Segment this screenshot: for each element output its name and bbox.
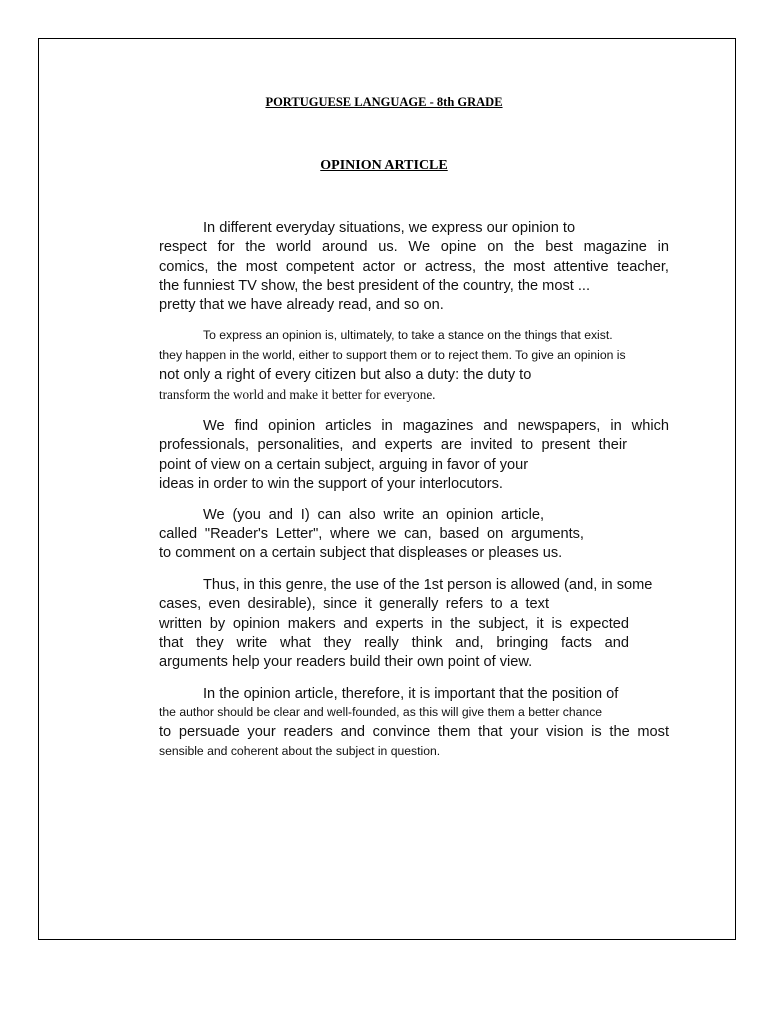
paragraph-4-line-1: We (you and I) can also write an opinion article, [203,507,544,523]
paragraph-1-line-3: comics, the most competent actor or actress, the most attentive teacher, [159,259,669,275]
paragraph-2-line-2: they happen in the world, either to support them or to reject them. To give an opinion is [159,348,626,362]
paragraph-1-line-1: In different everyday situations, we express our opinion to [203,220,576,236]
paragraph-1-line-2: respect for the world around us. We opine on the best magazine in [159,239,669,255]
paragraph-3-line-1: We find opinion articles in magazines and newspapers, in which [203,418,669,434]
paragraph-6-line-3: to persuade your readers and convince them that your vision is the most [159,724,669,740]
paragraph-1-line-5: pretty that we have already read, and so on. [159,297,444,313]
paragraph-3-line-4: ideas in order to win the support of your interlocutors. [159,476,503,492]
paragraph-4-line-2: called "Reader's Letter", where we can, based on arguments, [159,526,584,542]
paragraph-3-line-3: point of view on a certain subject, arguing in favor of your [159,457,529,473]
paragraph-2-line-1: To express an opinion is, ultimately, to take a stance on the things that exist. [203,328,613,342]
paragraph-1-line-4: the funniest TV show, the best president of the country, the most ... [159,278,591,294]
paragraph-5-line-3: written by opinion makers and experts in the subject, it is expected [159,616,629,632]
paragraph-2-line-4: transform the world and make it better for everyone. [159,387,436,402]
paragraph-6-line-1: In the opinion article, therefore, it is important that the position of [203,686,619,702]
paragraph-6-line-4: sensible and coherent about the subject in question. [159,744,441,758]
paragraph-4-line-3: to comment on a certain subject that displeases or pleases us. [159,545,563,561]
paragraph-6-line-2: the author should be clear and well-founded, as this will give them a better chance [159,705,603,719]
paragraph-5-line-2: cases, even desirable), since it generally refers to a text [159,596,549,612]
document-title: OPINION ARTICLE [320,158,448,173]
paragraph-5-line-4: that they write what they really think and, bringing facts and [159,635,629,651]
paragraph-2-line-3: not only a right of every citizen but also a duty: the duty to [159,367,532,383]
paragraph-5-line-1: Thus, in this genre, the use of the 1st person is allowed (and, in some [203,577,653,593]
paragraph-5-line-5: arguments help your readers build their own point of view. [159,654,533,670]
paragraph-3-line-2: professionals, personalities, and experts are invited to present their [159,437,627,453]
document-subtitle: PORTUGUESE LANGUAGE - 8th GRADE [265,95,503,109]
